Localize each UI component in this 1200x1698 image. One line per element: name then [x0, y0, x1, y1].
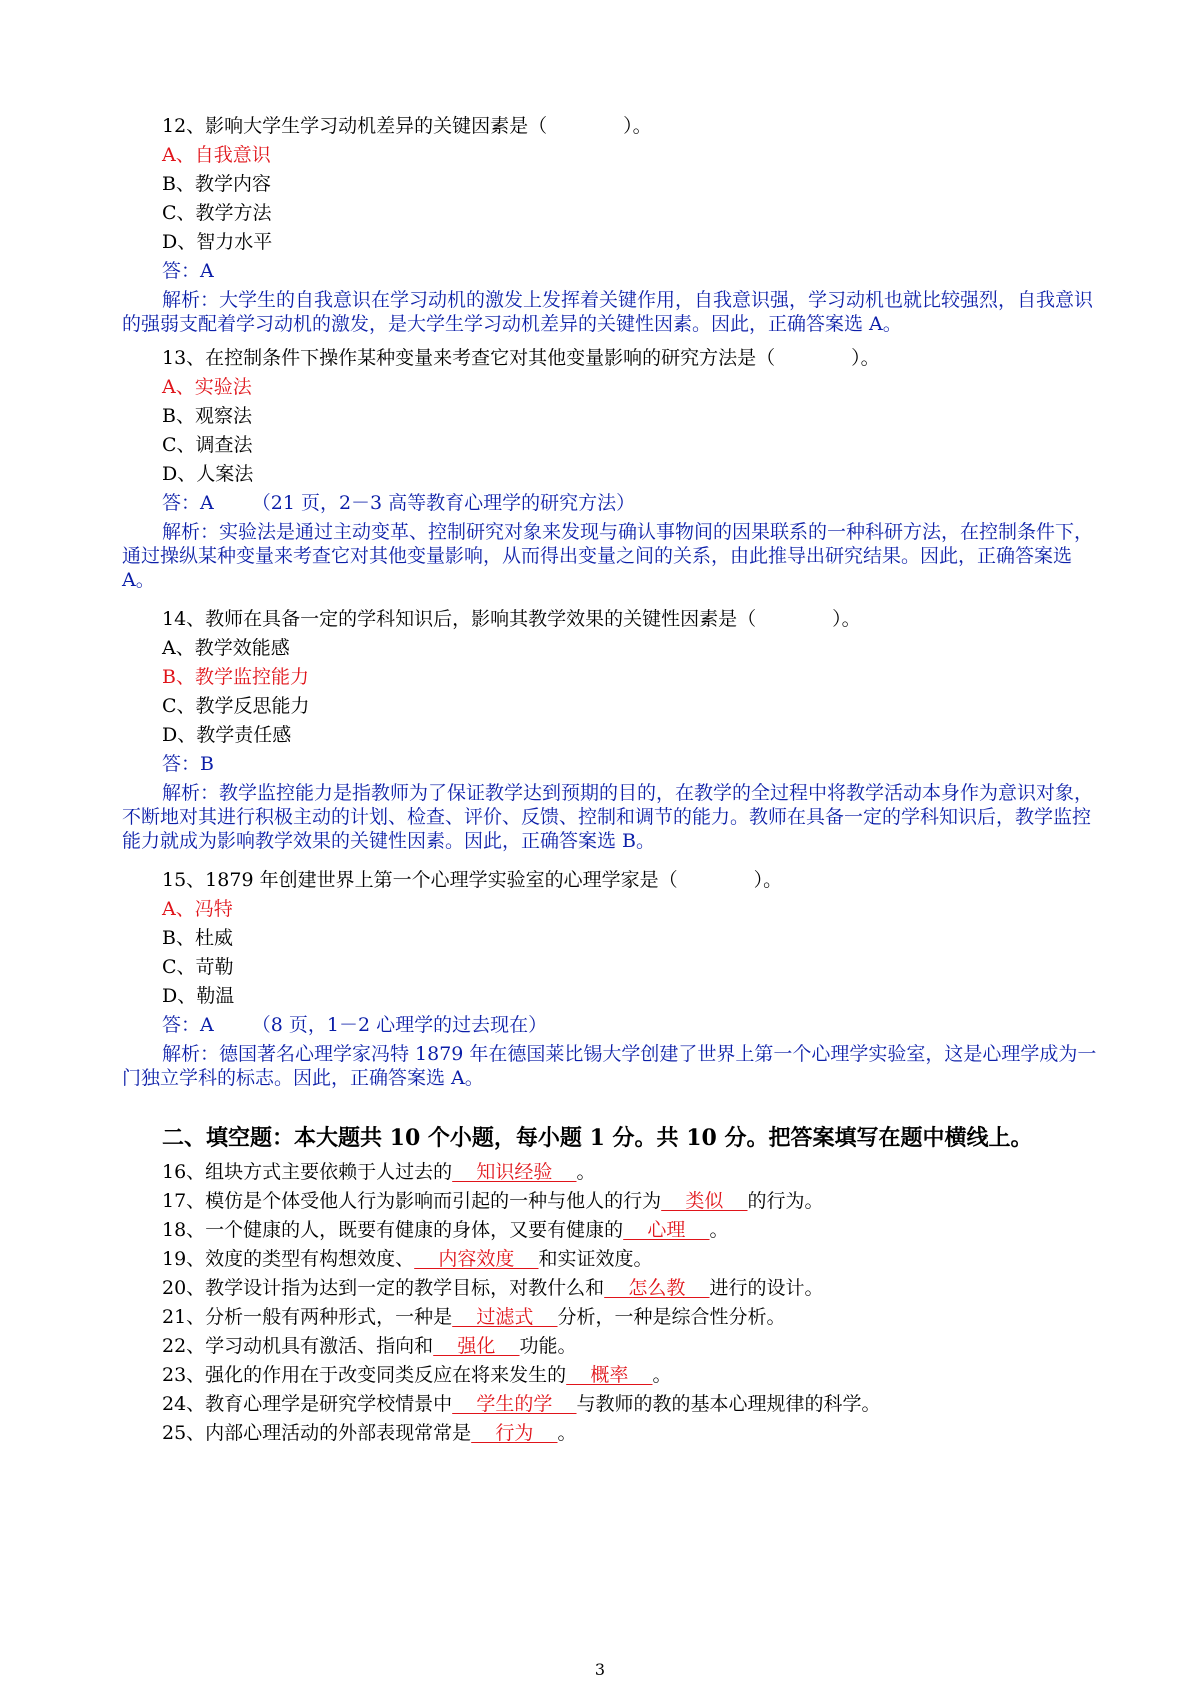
fill-blank-pre: 19、效度的类型有构想效度、: [162, 1248, 415, 1270]
fill-blank-pre: 18、一个健康的人，既要有健康的身体，又要有健康的: [162, 1219, 624, 1241]
answer-text: 答：A: [162, 1014, 214, 1036]
answer-line: [162, 259, 214, 283]
explanation-text: 解析：德国著名心理学家冯特 1879 年在德国莱比锡大学创建了世界上第一个心理学实验室，这是心理学成为一门独立学科的标志。因此，正确答案选 A。: [122, 1043, 1097, 1089]
answer-line: [162, 1013, 547, 1037]
question-stem: 12、影响大学生学习动机差异的关键因素是（ ）。: [162, 115, 652, 137]
fill-blank-pre: 25、内部心理活动的外部表现常常是: [162, 1422, 472, 1444]
fill-blank-pre: 22、学习动机具有激活、指向和: [162, 1335, 434, 1357]
explanation-paragraph: [122, 520, 1102, 592]
question-option: D、智力水平: [162, 231, 273, 253]
fill-blank-item: [162, 1363, 672, 1387]
answer-line: [162, 491, 635, 515]
fill-blank-post: 与教师的教的基本心理规律的科学。: [576, 1393, 881, 1415]
fill-blank-post: 。: [652, 1364, 672, 1386]
fill-blank-post: 分析，一种是综合性分析。: [557, 1306, 786, 1328]
fill-blank-item: [162, 1276, 824, 1300]
question-stem: 14、教师在具备一定的学科知识后，影响其教学效果的关键性因素是（ ）。: [162, 608, 861, 630]
question-stem: 13、在控制条件下操作某种变量来考查它对其他变量影响的研究方法是（ ）。: [162, 347, 880, 369]
fill-blank-answer: 怎么教: [604, 1277, 710, 1299]
fill-blank-answer: 类似: [661, 1190, 748, 1212]
fill-blank-post: 进行的设计。: [709, 1277, 824, 1299]
question-option: B、杜威: [162, 927, 233, 949]
fill-blank-pre: 16、组块方式主要依赖于人过去的: [162, 1161, 453, 1183]
answer-text: 答：B: [162, 753, 214, 775]
fill-blank-pre: 23、强化的作用在于改变同类反应在将来发生的: [162, 1364, 567, 1386]
fill-blank-item: [162, 1189, 824, 1213]
fill-blank-item: [162, 1305, 786, 1329]
question-option-correct: A、自我意识: [162, 144, 271, 166]
answer-note: （8 页，1－2 心理学的过去现在）: [251, 1014, 548, 1036]
fill-blank-answer: 强化: [433, 1335, 520, 1357]
question-option: C、教学方法: [162, 202, 272, 224]
section-heading: 二、填空题：本大题共 10 个小题，每小题 1 分。共 10 分。把答案填写在题中横线上。: [162, 1125, 1033, 1151]
answer-line: [162, 752, 214, 776]
fill-blank-item: [162, 1247, 653, 1271]
fill-blank-item: [162, 1160, 596, 1184]
fill-blank-answer: 学生的学: [452, 1393, 577, 1415]
explanation-paragraph: [122, 1042, 1102, 1090]
fill-blank-pre: 24、教育心理学是研究学校情景中: [162, 1393, 453, 1415]
question-option-correct: A、冯特: [162, 898, 233, 920]
fill-blank-item: [162, 1421, 577, 1445]
fill-blank-item: [162, 1218, 729, 1242]
page-number: 3: [594, 1660, 606, 1679]
fill-blank-answer: 概率: [566, 1364, 653, 1386]
fill-blank-pre: 17、模仿是个体受他人行为影响而引起的一种与他人的行为: [162, 1190, 662, 1212]
question-stem: 15、1879 年创建世界上第一个心理学实验室的心理学家是（ ）。: [162, 869, 783, 891]
answer-text: 答：A: [162, 260, 214, 282]
question-option-correct: A、实验法: [162, 376, 252, 398]
fill-blank-item: [162, 1334, 577, 1358]
question-option: C、调查法: [162, 434, 253, 456]
fill-blank-answer: 行为: [471, 1422, 558, 1444]
answer-text: 答：A: [162, 492, 214, 514]
explanation-paragraph: [122, 781, 1102, 853]
fill-blank-post: 。: [709, 1219, 729, 1241]
fill-blank-post: 。: [576, 1161, 596, 1183]
question-option: C、苛勒: [162, 956, 234, 978]
fill-blank-answer: 内容效度: [414, 1248, 539, 1270]
explanation-text: 解析：大学生的自我意识在学习动机的激发上发挥着关键作用，自我意识强，学习动机也就比较强烈，自我意识的强弱支配着学习动机的激发，是大学生学习动机差异的关键性因素。因此，正确答案选 A。: [122, 289, 1094, 335]
question-option: B、教学内容: [162, 173, 271, 195]
question-option: C、教学反思能力: [162, 695, 310, 717]
question-option: D、人案法: [162, 463, 254, 485]
fill-blank-answer: 知识经验: [452, 1161, 577, 1183]
fill-blank-post: 和实证效度。: [538, 1248, 653, 1270]
question-option: D、教学责任感: [162, 724, 292, 746]
answer-note: （21 页，2－3 高等教育心理学的研究方法）: [251, 492, 636, 514]
question-option: B、观察法: [162, 405, 252, 427]
question-option-correct: B、教学监控能力: [162, 666, 309, 688]
explanation-paragraph: [122, 288, 1102, 336]
fill-blank-pre: 20、教学设计指为达到一定的教学目标，对教什么和: [162, 1277, 605, 1299]
fill-blank-pre: 21、分析一般有两种形式，一种是: [162, 1306, 453, 1328]
fill-blank-answer: 心理: [623, 1219, 710, 1241]
fill-blank-answer: 过滤式: [452, 1306, 558, 1328]
question-option: D、勒温: [162, 985, 235, 1007]
fill-blank-post: 功能。: [519, 1335, 577, 1357]
fill-blank-item: [162, 1392, 881, 1416]
explanation-text: 解析：教学监控能力是指教师为了保证教学达到预期的目的，在教学的全过程中将教学活动本身作为意识对象，不断地对其进行积极主动的计划、检查、评价、反馈、控制和调节的能力。教师在具备一定的学科知识后，教学监控能力就成为影响教学效果的关键性因素。因此，正确答案选 B。: [122, 782, 1094, 852]
question-option: A、教学效能感: [162, 637, 290, 659]
explanation-text: 解析：实验法是通过主动变革、控制研究对象来发现与确认事物间的因果联系的一种科研方法，在控制条件下，通过操纵某种变量来考查它对其他变量影响，从而得出变量之间的关系，由此推导出研究结果。因此，正确答案选 A。: [122, 521, 1094, 591]
fill-blank-post: 的行为。: [747, 1190, 824, 1212]
fill-blank-post: 。: [557, 1422, 577, 1444]
